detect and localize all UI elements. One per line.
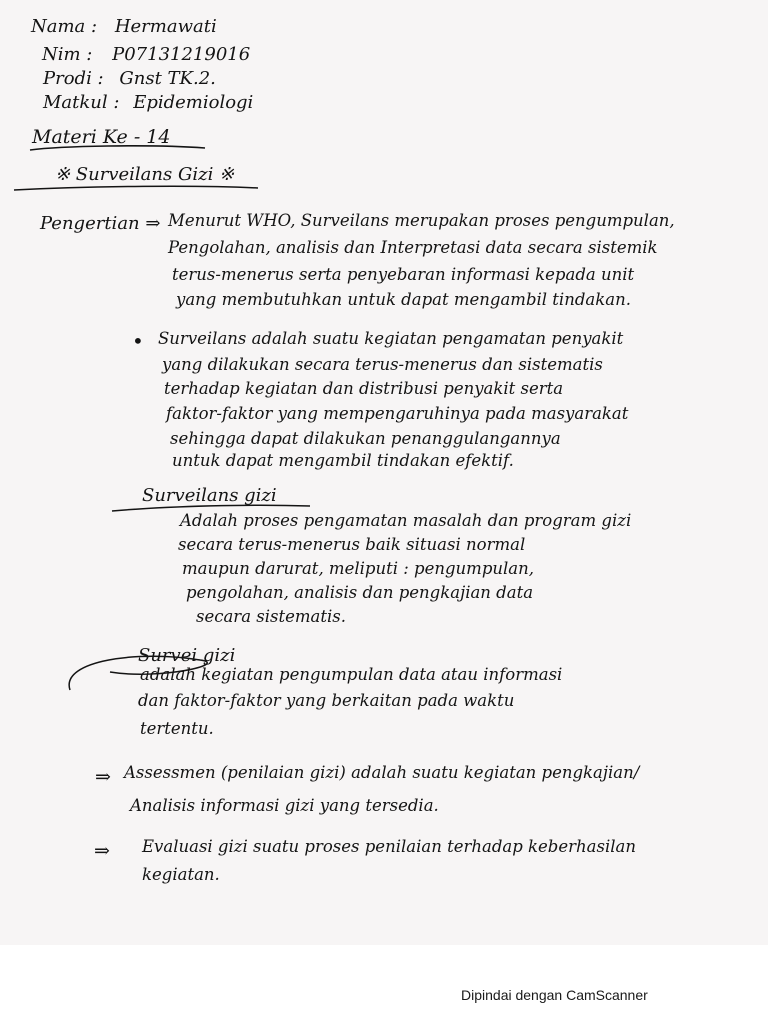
nim-label: Nim : (42, 44, 93, 65)
camscanner-watermark: Dipindai dengan CamScanner (461, 987, 648, 1003)
matkul-value: Epidemiologi (133, 92, 254, 113)
nama-value: Hermawati (114, 16, 217, 37)
pengertian-line: terus-menerus serta penyebaran informasi kepada unit (172, 265, 635, 284)
surveilans-gizi-line: pengolahan, analisis dan pengkajian data (186, 583, 534, 602)
bullet-line: faktor-faktor yang mempengaruhinya pada masyarakat (166, 404, 629, 423)
arrow-icon: ⇒ (145, 213, 161, 234)
nim-row (42, 44, 250, 66)
bullet-icon: • (132, 329, 144, 353)
pengertian-label (40, 213, 160, 235)
prodi-label: Prodi : (43, 68, 104, 89)
bullet-line: terhadap kegiatan dan distribusi penyakit serta (164, 379, 564, 398)
surveilans-gizi-line: maupun darurat, meliputi : pengumpulan, (182, 559, 535, 578)
pengertian-line: Pengolahan, analisis dan Interpretasi data secara sistemik (168, 238, 658, 257)
assessmen-line: Analisis informasi gizi yang tersedia. (130, 796, 439, 815)
survei-gizi-line: tertentu. (140, 719, 214, 738)
pengertian-line: Menurut WHO, Surveilans merupakan proses pengumpulan, (168, 211, 675, 230)
assessmen-line: Assessmen (penilaian gizi) adalah suatu kegiatan pengkajian/ (124, 763, 640, 782)
nim-value: P07131219016 (112, 44, 251, 65)
prodi-value: Gnst TK.2. (119, 68, 216, 89)
survei-gizi-line: adalah kegiatan pengumpulan data atau informasi (140, 665, 563, 684)
survei-gizi-line: dan faktor-faktor yang berkaitan pada waktu (138, 691, 515, 710)
bullet-line: yang dilakukan secara terus-menerus dan sistematis (162, 355, 603, 374)
nama-row (31, 16, 217, 38)
surveilans-gizi-line: secara terus-menerus baik situasi normal (178, 535, 526, 554)
nama-label: Nama : (31, 16, 98, 37)
matkul-row (43, 92, 253, 114)
evaluasi-line: Evaluasi gizi suatu proses penilaian terhadap keberhasilan (142, 837, 636, 856)
surveilans-gizi-heading: Surveilans gizi (142, 485, 277, 506)
page-title: ※ Surveilans Gizi ※ (55, 164, 235, 185)
survei-gizi-heading: Survei gizi (138, 645, 236, 666)
surveilans-gizi-line: Adalah proses pengamatan masalah dan program gizi (180, 511, 632, 530)
matkul-label: Matkul : (43, 92, 120, 113)
materi-heading: Materi Ke - 14 (32, 126, 171, 148)
pengertian-line: yang membutuhkan untuk dapat mengambil tindakan. (176, 290, 631, 309)
bullet-line: untuk dapat mengambil tindakan efektif. (172, 451, 514, 470)
bullet-line: Surveilans adalah suatu kegiatan pengamatan penyakit (158, 329, 624, 348)
pengertian-text: Pengertian (40, 213, 140, 234)
evaluasi-line: kegiatan. (142, 865, 220, 884)
arrow-icon: ⇒ (95, 766, 111, 788)
bullet-line: sehingga dapat dilakukan penanggulangannya (170, 429, 561, 448)
prodi-row (43, 68, 216, 90)
arrow-icon: ⇒ (94, 840, 110, 862)
surveilans-gizi-line: secara sistematis. (196, 607, 346, 626)
